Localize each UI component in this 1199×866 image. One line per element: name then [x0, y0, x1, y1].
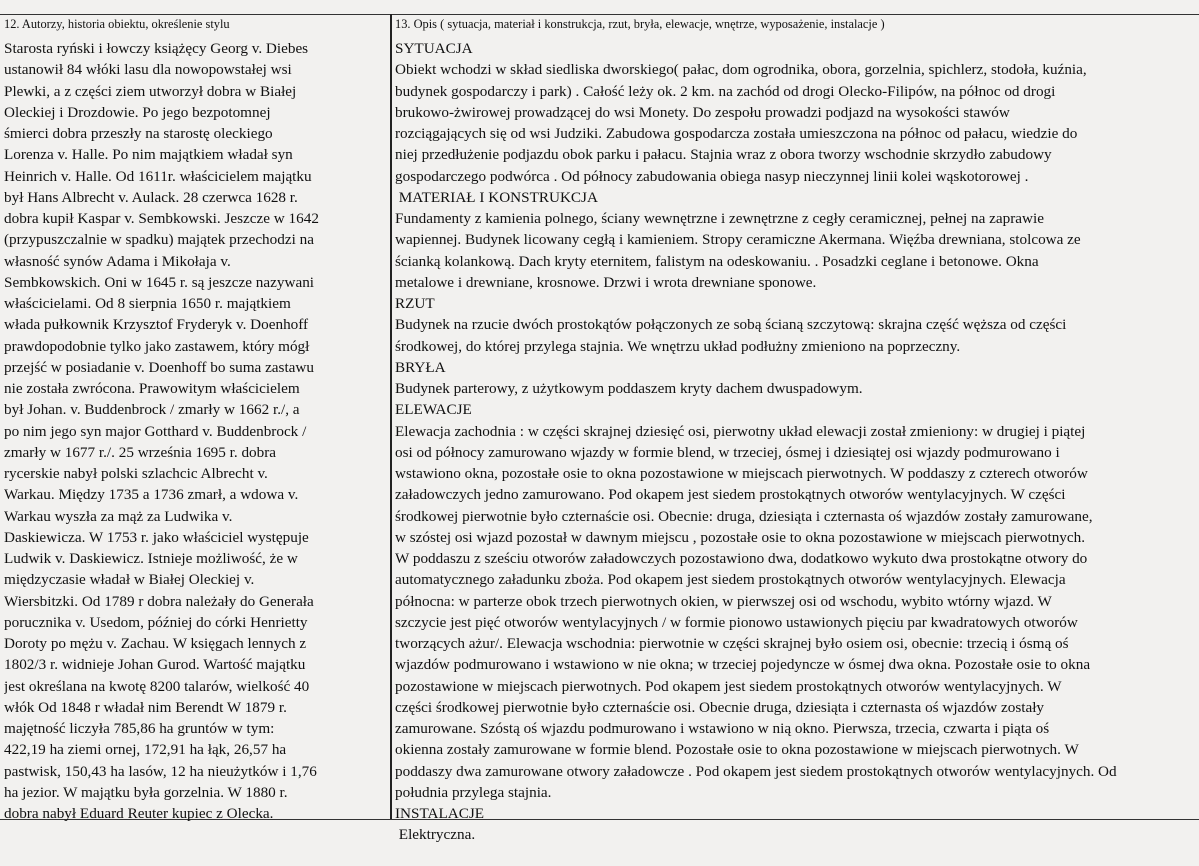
- text-line: Lorenza v. Halle. Po nim majątkiem władał syn: [4, 146, 293, 164]
- text-line: przejść w posiadanie v. Doenhoff bo suma zastawu: [4, 358, 314, 376]
- text-line: Warkau. Między 1735 a 1736 zmarł, a wdowa v.: [4, 486, 299, 504]
- text-line: północna: w parterze obok trzech pierwotnych okien, w pierwszej osi od wschodu, wybito wtórny wjazd. W: [395, 592, 1052, 610]
- text-line: własność synów Adama i Mikołaja v.: [4, 252, 231, 270]
- text-line: niej przedłużenie podjazdu obok parku i pałacu. Stajnia wraz z obora tworzy wschodnie skrzydło zabudowy: [395, 146, 1052, 164]
- text-line: automatycznego załadunku zboża. Pod okapem jest siedem prostokątnych otworów wentylacyjnych. Elewacja: [395, 571, 1066, 589]
- text-line: południa przylega stajnia.: [395, 783, 552, 801]
- bryla-heading: BRYŁA: [395, 358, 446, 376]
- top-rule: [0, 14, 1199, 15]
- material-text: [395, 208, 1190, 293]
- text-line: w szóstej osi wjazd pozostał w dawnym miejscu , pozostałe osie to okna pozostawione w miejscach pierwotnych.: [395, 528, 1086, 546]
- text-line: poddaszy dwa zamurowane otwory załadowcze . Pod okapem jest siedem prostokątnych otworów wentylacyjnych. Od: [395, 762, 1117, 780]
- text-line: budynek gospodarczy i park) . Całość leży ok. 2 km. na zachód od drogi Olecko-Filipów, na północ od drogi: [395, 82, 1056, 100]
- text-line: 422,19 ha ziemi ornej, 172,91 ha łąk, 26,57 ha: [4, 741, 287, 759]
- text-line: środkowej, do której przylega stajnia. We wnętrzu układ podłużny zmieniono na poprzeczny.: [395, 337, 961, 355]
- text-line: Oleckiej i Drozdowie. Po jego bezpotomnej: [4, 103, 271, 121]
- text-line: szczycie jest pięć otworów wentylacyjnych / w formie pionowo ustawionych pięciu par kwadratowych otworów: [395, 613, 1078, 631]
- elewacje-heading: ELEWACJE: [395, 401, 472, 419]
- text-line: ustanowił 84 włóki lasu dla nowopowstałej wsi: [4, 61, 292, 79]
- text-line: Obiekt wchodzi w skład siedliska dworskiego( pałac, dom ogrodnika, obora, gorzelnia, spichlerz, stodoła, kuźnia,: [395, 61, 1087, 79]
- instalacje-heading: INSTALACJE: [395, 805, 485, 822]
- text-line: włók Od 1848 r władał nim Berendt W 1879 r.: [4, 698, 287, 716]
- text-line: nie została zwrócona. Prawowitym właścicielem: [4, 380, 300, 397]
- text-line: Budynek parterowy, z użytkowym poddaszem kryty dachem dwuspadowym.: [395, 380, 863, 397]
- instalacje-text: Elektryczna.: [395, 826, 476, 844]
- text-line: okienna zostały zamurowane w formie blend. Pozostałe osie to okna pozostawione w miejscach pierwotnych. W: [395, 741, 1079, 759]
- elewacje-text: [395, 421, 1190, 804]
- text-line: dobra nabył Eduard Reuter kupiec z Olecka.: [4, 805, 274, 822]
- text-line: majętność liczyła 785,86 ha gruntów w tym:: [4, 720, 275, 737]
- text-line: zamurowane. Szóstą oś wjazdu podmurowano i wstawiono w nią okno. Pierwsza, trzecia, czwarta i piąta oś: [395, 720, 1050, 737]
- text-line: tworzących ażur/. Elewacja wschodnia: pierwotnie w części skrajnej było osiem osi, obecnie: trzecią i ósmą oś: [395, 635, 1069, 652]
- sytuacja-heading: SYTUACJA: [395, 40, 473, 57]
- text-line: wstawiono okna, pozostałe osie to okna pozostawione w miejscach pierwotnych. W poddaszy z czterech otworów: [395, 465, 1088, 482]
- text-line: ścianką kolankową. Dach kryty eternitem, falistym na odeskowaniu. . Posadzki ceglane i betonowe. Okna: [395, 252, 1039, 270]
- text-line: ha jezior. W majątku była gorzelnia. W 1880 r.: [4, 783, 288, 801]
- text-line: gospodarczego podwórca . Od północy zabudowania obiega nasyp nieczynnej linii kolei wąskotorowej .: [395, 167, 1029, 185]
- text-line: śmierci dobra przeszły na starostę oleckiego: [4, 125, 273, 142]
- rzut-heading: RZUT: [395, 295, 435, 312]
- history-text: [4, 38, 386, 824]
- text-line: 1802/3 r. widnieje Johan Gurod. Wartość majątku: [4, 656, 306, 674]
- text-line: Plewki, a z części ziem utworzył dobra w Białej: [4, 82, 297, 100]
- column-divider: [390, 14, 392, 820]
- text-line: wjazdów podmurowano i wstawiono w nie okna; w trzeciej pojedyncze w ósmej dwa okna. Pozostałe osie to okna: [395, 656, 1091, 674]
- text-line: jest określana na kwotę 8200 talarów, wielkość 40: [4, 677, 310, 695]
- text-line: W poddaszu z sześciu otworów załadowczych pozostawiono dwa, dodatkowo wykuto dwa prostokątne otwory do: [395, 550, 1088, 567]
- history-header: 12. Autorzy, historia obiektu, określenie stylu: [4, 17, 230, 31]
- text-line: Fundamenty z kamienia polnego, ściany wewnętrzne i zewnętrzne z cegły ceramicznej, pełnej na zaprawie: [395, 210, 1044, 227]
- text-line: Wiersbitzki. Od 1789 r dobra należały do Generała: [4, 592, 314, 610]
- bryla-text: [395, 378, 1190, 399]
- text-line: metalowe i drewniane, krosnowe. Drzwi i wrota drewniane sponowe.: [395, 273, 817, 291]
- material-heading: MATERIAŁ I KONSTRUKCJA: [395, 188, 598, 206]
- text-line: Ludwik v. Daskiewicz. Istnieje możliwość, że w: [4, 550, 298, 567]
- text-line: Elewacja zachodnia : w części skrajnej dziesięć osi, pierwotny układ elewacji został zmieniony: w drugiej i piątej: [395, 422, 1086, 440]
- text-line: Sembkowskich. Oni w 1645 r. są jeszcze nazywani: [4, 273, 315, 291]
- text-line: Warkau wyszła za mąż za Ludwika v.: [4, 507, 233, 525]
- text-line: był Johan. v. Buddenbrock / zmarły w 1662 r./, a: [4, 401, 300, 419]
- text-line: rozciągających się od wsi Judziki. Zabudowa gospodarcza została umieszczona na północ od pałacu, wiedzie do: [395, 125, 1078, 142]
- text-line: wapiennej. Budynek licowany cegłą i kamieniem. Stropy ceramiczne Akermana. Więźba drewniana, stolcowa ze: [395, 231, 1081, 249]
- text-line: międzyczasie władał w Białej Oleckiej v.: [4, 571, 255, 589]
- text-line: pastwisk, 150,43 ha lasów, 12 ha nieużytków i 1,76: [4, 762, 317, 780]
- sytuacja-text: [395, 59, 1190, 187]
- text-line: pozostawione w miejscach pierwotnych. Pod okapem jest siedem prostokątnych otworów wentylacyjnych. W: [395, 677, 1062, 695]
- text-line: rycerskie nabył polski szlachcic Albrecht v.: [4, 465, 268, 482]
- text-line: Starosta ryński i łowczy książęcy Georg v. Diebes: [4, 40, 309, 57]
- text-line: załadowczych jedno zamurowano. Pod okapem jest siedem prostokątnych otworów wentylacyjnych. W części: [395, 486, 1066, 504]
- text-line: środkowej pierwotnie było czternaście osi. Obecnie: druga, dziesiąta i czternasta oś wjazdów zostały zamurowane,: [395, 507, 1093, 525]
- text-line: brukowo-żwirowej prowadzącej do wsi Monety. Do zespołu prowadzi podjazd na wysokości stawów: [395, 103, 1010, 121]
- rzut-text: [395, 314, 1190, 357]
- text-line: części środkowej pierwotnie było czternaście osi. Obecnie druga, dziesiąta i czternasta oś wjazdów zostały: [395, 698, 1045, 716]
- text-line: porucznika v. Usedom, później do córki Henrietty: [4, 613, 308, 631]
- description-column: [395, 16, 1190, 846]
- text-line: po nim jego syn major Gotthard v. Buddenbrock /: [4, 422, 307, 440]
- text-line: Heinrich v. Halle. Od 1611r. właścicielem majątku: [4, 167, 312, 185]
- description-header: 13. Opis ( sytuacja, materiał i konstrukcja, rzut, bryła, elewacje, wnętrze, wyposażenie, instalacje ): [395, 17, 885, 31]
- text-line: zmarły w 1677 r./. 25 września 1695 r. dobra: [4, 443, 277, 461]
- text-line: Daskiewicza. W 1753 r. jako właściciel występuje: [4, 528, 309, 546]
- text-line: osi od północy zamurowano wjazdy w formie blend, w trzeciej, ósmej i dziesiątej osi wjazdy podmurowano i: [395, 443, 1060, 461]
- text-line: prawdopodobnie tylko jako zastawem, który mógł: [4, 337, 310, 355]
- text-line: włada pułkownik Krzysztof Fryderyk v. Doenhoff: [4, 316, 309, 334]
- text-line: właścicielami. Od 8 sierpnia 1650 r. majątkiem: [4, 295, 291, 312]
- text-line: Budynek na rzucie dwóch prostokątów połączonych ze sobą ścianą szczytową: skrajna część węższa od części: [395, 316, 1067, 334]
- history-column: [4, 16, 386, 824]
- text-line: był Hans Albrecht v. Aulack. 28 czerwca 1628 r.: [4, 188, 298, 206]
- text-line: (przypuszczalnie w spadku) majątek przechodzi na: [4, 231, 314, 249]
- text-line: Doroty po mężu v. Zachau. W księgach lennych z: [4, 635, 307, 652]
- text-line: dobra kupił Kaspar v. Sembkowski. Jeszcze w 1642: [4, 210, 319, 227]
